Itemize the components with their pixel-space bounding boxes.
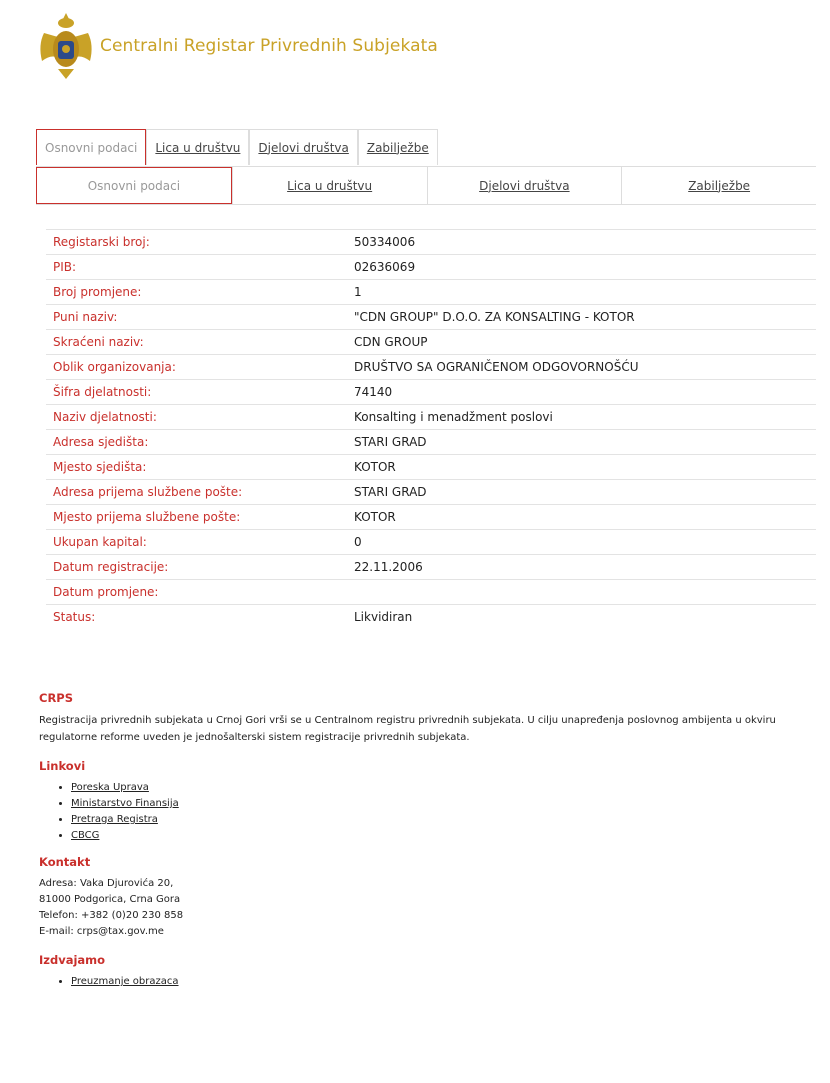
coat-of-arms-logo[interactable]: [36, 11, 96, 81]
field-label: Šifra djelatnosti:: [53, 385, 152, 399]
field-value: KOTOR: [354, 510, 396, 524]
field-value: STARI GRAD: [354, 435, 427, 449]
list-item: [71, 828, 809, 844]
tab-osnovni-podaci[interactable]: Osnovni podaci: [36, 129, 146, 165]
tab-lica-u-drustvu-wide[interactable]: Lica u društvu: [232, 167, 427, 204]
field-label: Datum registracije:: [53, 560, 169, 574]
company-details-table: [46, 229, 816, 629]
tab-lica-u-drustvu[interactable]: Lica u društvu: [146, 129, 249, 165]
field-label: Oblik organizovanja:: [53, 360, 176, 374]
featured-heading: Izdvajamo: [39, 953, 106, 967]
field-label: Adresa sjedišta:: [53, 435, 149, 449]
table-row: [46, 330, 816, 355]
field-value: CDN GROUP: [354, 335, 428, 349]
contact-phone: Telefon: +382 (0)20 230 858: [39, 910, 184, 921]
site-header: [36, 10, 438, 82]
table-row: [46, 430, 816, 455]
table-row: [46, 355, 816, 380]
field-value: 02636069: [354, 260, 416, 274]
list-item: [71, 780, 809, 796]
contact-block: [39, 876, 809, 940]
table-row: [46, 280, 816, 305]
tab-zabiljezbe[interactable]: Zabilježbe: [358, 129, 438, 165]
table-row: [46, 480, 816, 505]
contact-email: E-mail: crps@tax.gov.me: [39, 926, 164, 937]
site-footer: [39, 690, 809, 1000]
field-label: Broj promjene:: [53, 285, 142, 299]
list-item: [71, 974, 809, 990]
table-row: [46, 605, 816, 630]
tab-djelovi-drustva[interactable]: Djelovi društva: [249, 129, 357, 165]
list-item: [71, 812, 809, 828]
links-heading: Linkovi: [39, 759, 86, 773]
table-row: [46, 455, 816, 480]
field-label: Datum promjene:: [53, 585, 159, 599]
table-row: [46, 230, 816, 255]
list-item: [71, 796, 809, 812]
field-value: 0: [354, 535, 362, 549]
site-title: Centralni Registar Privrednih Subjekata: [100, 36, 438, 56]
tab-zabiljezbe-wide[interactable]: Zabilježbe: [621, 167, 816, 204]
field-label: Adresa prijema službene pošte:: [53, 485, 243, 499]
field-label: Mjesto sjedišta:: [53, 460, 147, 474]
table-row: [46, 505, 816, 530]
field-label: Ukupan kapital:: [53, 535, 147, 549]
field-value: DRUŠTVO SA OGRANIČENOM ODGOVORNOŠĆU: [354, 360, 639, 374]
links-list: [39, 780, 809, 844]
crps-description: Registracija privrednih subjekata u Crnoj Gori vrši se u Centralnom registru privrednih subjekata. U cilju unapređenja poslovnog ambijenta u okviru regulatorne reforme uveden je jednošalterski sistem registracije privrednih subjekata.: [39, 715, 776, 743]
field-value: Likvidiran: [354, 610, 413, 624]
field-label: Status:: [53, 610, 96, 624]
table-row: [46, 555, 816, 580]
field-value: 74140: [354, 385, 393, 399]
table-row: [46, 580, 816, 605]
table-row: [46, 405, 816, 430]
contact-heading: Kontakt: [39, 855, 91, 869]
field-label: PIB:: [53, 260, 77, 274]
field-value: STARI GRAD: [354, 485, 427, 499]
link-preuzmanje-obrazaca[interactable]: Preuzmanje obrazaca: [71, 976, 179, 987]
field-value: 1: [354, 285, 362, 299]
tab-bar-wide: [36, 166, 816, 205]
table-row: [46, 380, 816, 405]
tab-djelovi-drustva-wide[interactable]: Djelovi društva: [427, 167, 622, 204]
link-poreska-uprava[interactable]: Poreska Uprava: [71, 782, 149, 793]
field-value: 22.11.2006: [354, 560, 423, 574]
field-label: Skraćeni naziv:: [53, 335, 144, 349]
field-value: 50334006: [354, 235, 416, 249]
featured-list: [39, 974, 809, 990]
table-row: [46, 305, 816, 330]
crps-heading: CRPS: [39, 691, 74, 705]
field-label: Puni naziv:: [53, 310, 118, 324]
table-row: [46, 255, 816, 280]
link-ministarstvo-finansija[interactable]: Ministarstvo Finansija: [71, 798, 179, 809]
field-label: Registarski broj:: [53, 235, 150, 249]
link-pretraga-registra[interactable]: Pretraga Registra: [71, 814, 158, 825]
field-value: [354, 580, 816, 605]
field-value: "CDN GROUP" D.O.O. ZA KONSALTING - KOTOR: [354, 310, 635, 324]
field-label: Naziv djelatnosti:: [53, 410, 157, 424]
contact-city: 81000 Podgorica, Crna Gora: [39, 894, 181, 905]
field-value: Konsalting i menadžment poslovi: [354, 410, 553, 424]
table-row: [46, 530, 816, 555]
tab-osnovni-podaci-wide[interactable]: Osnovni podaci: [36, 167, 232, 204]
tab-bar: [36, 129, 438, 165]
field-value: KOTOR: [354, 460, 396, 474]
link-cbcg[interactable]: CBCG: [71, 830, 100, 841]
contact-address: Adresa: Vaka Djurovića 20,: [39, 878, 174, 889]
field-label: Mjesto prijema službene pošte:: [53, 510, 241, 524]
